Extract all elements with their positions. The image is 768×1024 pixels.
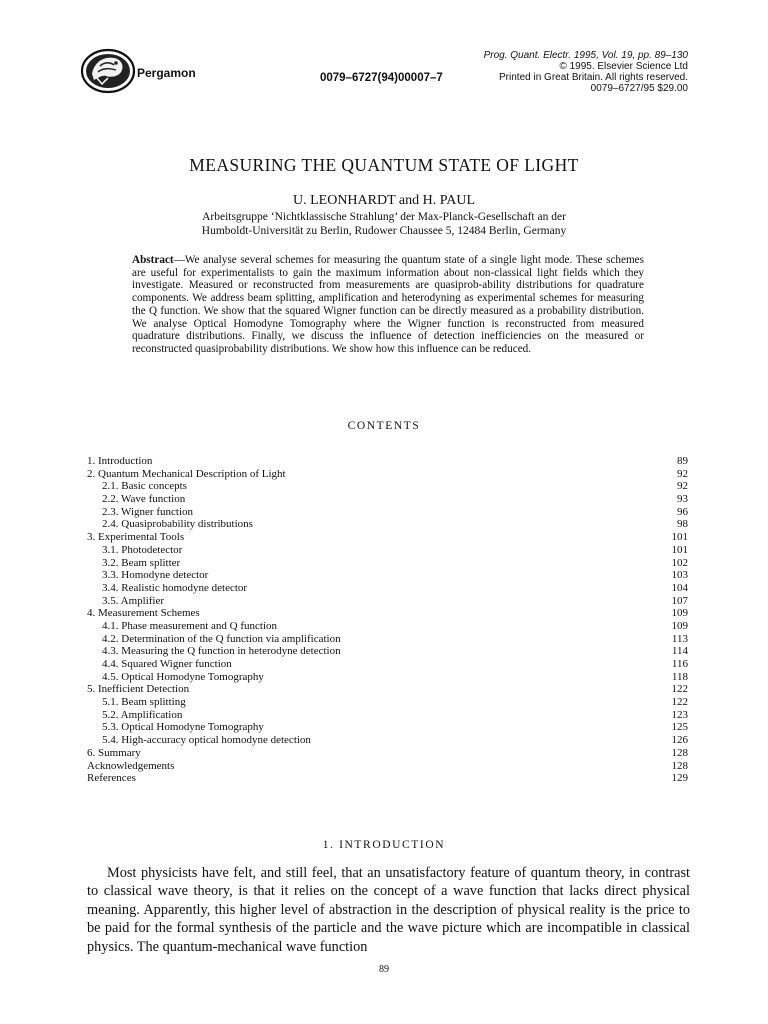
pergamon-logo-icon xyxy=(80,48,136,94)
toc-entry-page: 109 xyxy=(671,619,688,632)
journal-info xyxy=(484,50,688,94)
toc-entry-title: 2. Quantum Mechanical Description of Light xyxy=(87,467,286,480)
toc-entry-page: 113 xyxy=(671,632,688,645)
journal-citation: Prog. Quant. Electr. 1995, Vol. 19, pp. 89–130 xyxy=(483,50,688,61)
toc-entry-title: 5.2. Amplification xyxy=(102,708,183,721)
toc-entry xyxy=(87,518,688,531)
toc-entry xyxy=(87,620,688,633)
affiliation-line: Arbeitsgruppe ‘Nichtklassische Strahlung’ der Max-Planck-Gesellschaft an der xyxy=(202,211,566,223)
toc-entry xyxy=(87,468,688,481)
toc-entry-title: 2.3. Wigner function xyxy=(102,505,194,518)
toc-entry-page: 122 xyxy=(671,683,688,696)
toc-entry-page: 118 xyxy=(671,670,688,683)
paper-authors: U. LEONHARDT and H. PAUL xyxy=(293,193,475,208)
table-of-contents xyxy=(87,455,688,785)
toc-entry-page: 126 xyxy=(671,734,688,747)
affiliation xyxy=(0,210,768,238)
toc-entry-page: 128 xyxy=(671,746,688,759)
page-number: 89 xyxy=(379,964,389,975)
toc-entry-page: 92 xyxy=(677,467,688,480)
toc-entry xyxy=(87,582,688,595)
toc-entry xyxy=(87,455,688,468)
toc-entry-title: 3. Experimental Tools xyxy=(87,531,185,544)
body-paragraph: Most physicists have felt, and still feel, that an unsatisfactory feature of quantum theory, in contrast to classical wave theory, is that it relies on the concept of a wave function that lacks direct physical meaning. Apparently, this higher level of abstraction in the description of physical reality is the price to be paid for the formal synthesis of the particle and the wave picture which are incompatible in classical physics. The quantum-mechanical wave function xyxy=(87,865,690,955)
publisher-name: Pergamon xyxy=(137,66,196,80)
toc-entry-page: 101 xyxy=(671,531,688,544)
toc-entry xyxy=(87,747,688,760)
toc-entry xyxy=(87,645,688,658)
toc-entry-title: 5.3. Optical Homodyne Tomography xyxy=(102,721,264,734)
toc-entry xyxy=(87,531,688,544)
toc-entry-page: 125 xyxy=(671,721,688,734)
toc-entry-page: 103 xyxy=(671,569,688,582)
toc-entry xyxy=(87,607,688,620)
toc-entry xyxy=(87,709,688,722)
toc-entry-title: 3.2. Beam splitter xyxy=(102,556,181,569)
toc-entry-page: 89 xyxy=(677,455,688,467)
toc-entry-title: 4.3. Measuring the Q function in heterodyne detection xyxy=(102,645,341,658)
toc-entry-title: Acknowledgements xyxy=(87,759,175,772)
toc-entry xyxy=(87,696,688,709)
toc-entry-title: 2.4. Quasiprobability distributions xyxy=(102,518,253,531)
toc-entry-title: 3.5. Amplifier xyxy=(102,594,165,607)
toc-entry-page: 109 xyxy=(671,607,688,620)
affiliation-line: Humboldt-Universität zu Berlin, Rudower Chaussee 5, 12484 Berlin, Germany xyxy=(201,225,567,237)
toc-entry xyxy=(87,480,688,493)
toc-entry-title: 4. Measurement Schemes xyxy=(87,607,200,620)
toc-entry-page: 92 xyxy=(677,480,688,493)
toc-entry-title: 1. Introduction xyxy=(87,455,153,467)
toc-entry-title: 3.1. Photodetector xyxy=(102,543,183,556)
toc-entry xyxy=(87,760,688,773)
toc-entry-title: 3.4. Realistic homodyne detector xyxy=(102,581,248,594)
price-line: 0079–6727/95 $29.00 xyxy=(590,83,688,94)
toc-entry-title: 4.2. Determination of the Q function via amplification xyxy=(102,632,341,645)
paper-title: MEASURING THE QUANTUM STATE OF LIGHT xyxy=(189,155,579,175)
toc-entry xyxy=(87,557,688,570)
toc-entry-title: 5.4. High-accuracy optical homodyne detection xyxy=(102,734,311,747)
toc-entry-page: 96 xyxy=(677,505,688,518)
contents-heading: CONTENTS xyxy=(347,420,421,432)
toc-entry xyxy=(87,772,688,785)
toc-entry xyxy=(87,683,688,696)
toc-entry xyxy=(87,493,688,506)
toc-entry-page: 102 xyxy=(671,556,688,569)
toc-entry-page: 122 xyxy=(671,696,688,709)
toc-entry xyxy=(87,734,688,747)
toc-entry-title: 5.1. Beam splitting xyxy=(102,696,186,709)
toc-entry-page: 107 xyxy=(671,594,688,607)
toc-entry-title: References xyxy=(87,772,136,785)
toc-entry-page: 128 xyxy=(671,759,688,772)
toc-entry xyxy=(87,569,688,582)
abstract-label: Abstract xyxy=(132,254,174,266)
section-heading: 1. INTRODUCTION xyxy=(322,839,446,851)
toc-entry-page: 93 xyxy=(677,493,688,506)
toc-entry-title: 5. Inefficient Detection xyxy=(87,683,190,696)
toc-entry-page: 98 xyxy=(677,518,688,531)
toc-entry xyxy=(87,544,688,557)
toc-entry-page: 123 xyxy=(671,708,688,721)
toc-entry xyxy=(87,506,688,519)
toc-entry-title: 3.3. Homodyne detector xyxy=(102,569,209,582)
toc-entry-title: 4.5. Optical Homodyne Tomography xyxy=(102,670,264,683)
toc-entry-page: 129 xyxy=(671,772,688,785)
toc-entry-title: 4.1. Phase measurement and Q function xyxy=(102,619,278,632)
toc-entry xyxy=(87,671,688,684)
toc-entry-title: 4.4. Squared Wigner function xyxy=(102,658,232,670)
toc-entry xyxy=(87,658,688,671)
toc-entry xyxy=(87,633,688,646)
toc-entry-title: 6. Summary xyxy=(87,746,141,759)
toc-entry xyxy=(87,595,688,608)
toc-entry-page: 104 xyxy=(671,581,688,594)
toc-entry-page: 101 xyxy=(671,543,688,556)
toc-entry-page: 116 xyxy=(671,658,688,670)
toc-entry xyxy=(87,721,688,734)
document-code: 0079–6727(94)00007–7 xyxy=(320,72,443,84)
toc-entry-title: 2.1. Basic concepts xyxy=(102,480,187,493)
copyright-line: © 1995. Elsevier Science Ltd xyxy=(559,61,688,72)
toc-entry-page: 114 xyxy=(671,645,688,658)
toc-entry-title: 2.2. Wave function xyxy=(102,493,186,506)
abstract-text: —We analyse several schemes for measuring the quantum state of a single light mode. These schemes are useful for experimentalists to gain the maximum information about non-classical light fields which they investigate. Measured or reconstructed from measurements are quasiprob-ability distributions for quadrature components. We address beam splitting, amplification and heterodyning as experimental schemes for measuring the Q function. We show that the squared Wigner function can be directly measured as a probability distribution. We analyse Optical Homodyne Tomography where the Wigner function is reconstructed from measured quadrature distributions. Finally, we discuss the influence of detection inefficiencies on the measured or reconstructed quasiprobability distributions. We show how this influence can be reduced. xyxy=(132,254,644,355)
printed-line: Printed in Great Britain. All rights reserved. xyxy=(499,72,688,83)
publisher-logo xyxy=(80,48,136,94)
abstract xyxy=(132,254,644,356)
